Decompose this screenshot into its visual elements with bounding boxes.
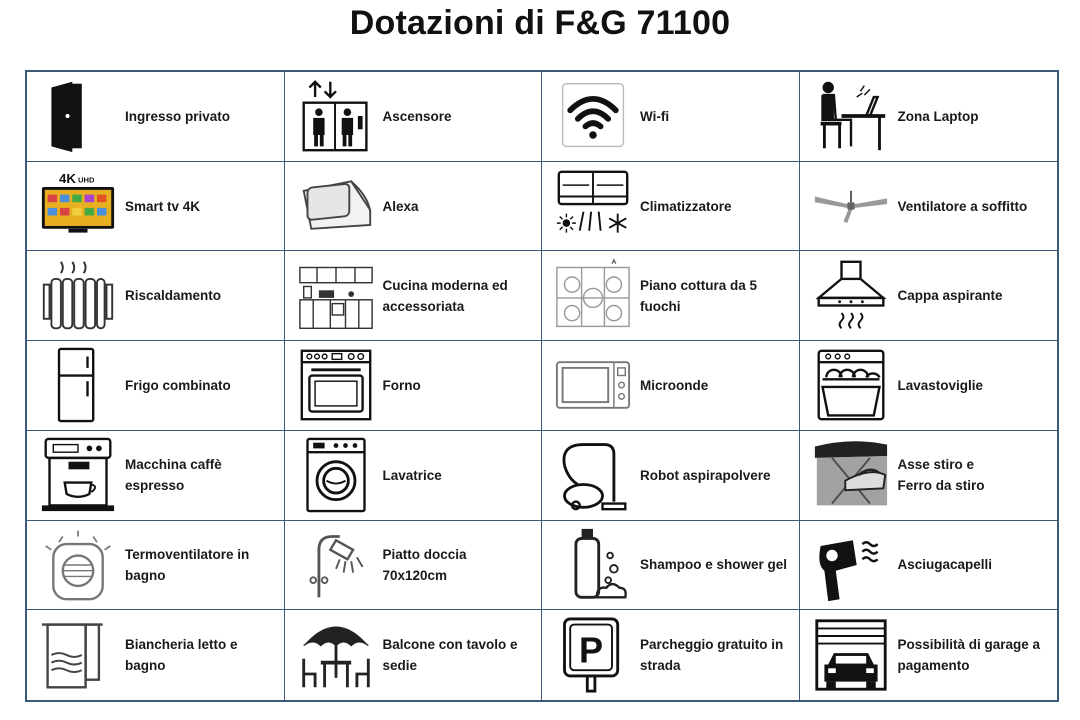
amenity-cell <box>27 610 285 700</box>
amenity-cell <box>542 431 800 521</box>
amenity-label: Smart tv 4K <box>125 198 201 214</box>
svg-text:P: P <box>579 629 604 671</box>
dishwasher-icon <box>810 346 892 424</box>
amenity-label: Lavatrice <box>382 467 442 483</box>
amenity-cell <box>27 341 285 431</box>
laptop-desk-icon <box>810 77 892 155</box>
amenity-label: Alexa <box>382 198 419 214</box>
garage-icon <box>810 616 892 694</box>
amenity-label: Cappa aspirante <box>897 288 1003 304</box>
svg-text:4K: 4K <box>59 171 76 187</box>
amenity-cell <box>800 341 1058 431</box>
elevator-icon <box>295 77 377 155</box>
amenity-label: Wi-fi <box>640 108 670 124</box>
amenity-cell <box>542 251 800 341</box>
amenity-cell <box>542 72 800 162</box>
coffee-machine-icon <box>37 436 119 514</box>
parking-icon <box>552 616 634 694</box>
amenity-label: Shampoo e shower gel <box>640 557 788 573</box>
hair-dryer-icon <box>810 526 892 604</box>
towels-icon <box>37 616 119 694</box>
amenity-cell <box>27 251 285 341</box>
cooktop-icon <box>552 257 634 335</box>
amenity-cell <box>285 162 543 252</box>
amenity-cell <box>27 431 285 521</box>
amenity-label: Robot aspirapolvere <box>640 467 771 483</box>
fan-heater-icon <box>37 526 119 604</box>
air-conditioner-icon <box>552 167 634 245</box>
amenity-cell <box>285 521 543 611</box>
amenity-cell <box>542 521 800 611</box>
smart-speaker-icon <box>295 167 377 245</box>
amenity-cell <box>800 72 1058 162</box>
vacuum-cleaner-icon <box>552 436 634 514</box>
iron-board-icon <box>810 436 892 514</box>
amenity-label: Possibilità di garage a pagamento <box>897 637 1041 674</box>
balcony-table-icon <box>295 616 377 694</box>
kitchen-icon <box>295 257 377 335</box>
wifi-icon <box>552 77 634 155</box>
amenity-label: Biancheria letto e bagno <box>125 637 238 674</box>
amenity-label: Piatto doccia 70x120cm <box>382 546 467 583</box>
amenity-label: Termoventilatore in bagno <box>125 546 250 583</box>
shampoo-icon <box>552 526 634 604</box>
amenity-cell <box>27 162 285 252</box>
amenity-label: Asciugacapelli <box>897 557 993 573</box>
amenity-cell <box>285 251 543 341</box>
amenity-label: Macchina caffè espresso <box>125 457 222 494</box>
amenity-label: Ingresso privato <box>125 108 231 124</box>
oven-icon <box>295 346 377 424</box>
amenity-label: Climatizzatore <box>640 198 732 214</box>
amenity-label: Ascensore <box>382 108 452 124</box>
amenity-label: Microonde <box>640 377 709 393</box>
radiator-icon <box>37 257 119 335</box>
amenity-label: Asse stiro e Ferro da stiro <box>897 457 985 494</box>
amenity-label: Ventilatore a soffitto <box>897 198 1028 214</box>
amenity-cell <box>800 251 1058 341</box>
amenity-cell <box>800 521 1058 611</box>
amenity-label: Cucina moderna ed accessoriata <box>382 277 508 314</box>
amenity-cell <box>542 610 800 700</box>
amenity-label: Balcone con tavolo e sedie <box>382 637 518 674</box>
amenity-cell <box>542 162 800 252</box>
microwave-icon <box>552 346 634 424</box>
amenity-label: Zona Laptop <box>897 108 979 124</box>
amenity-label: Riscaldamento <box>125 288 222 304</box>
amenity-cell <box>285 72 543 162</box>
amenity-cell <box>800 162 1058 252</box>
amenity-cell <box>285 610 543 700</box>
amenity-label: Parcheggio gratuito in strada <box>640 637 784 674</box>
range-hood-icon <box>810 257 892 335</box>
amenity-cell <box>285 341 543 431</box>
amenity-cell <box>27 521 285 611</box>
amenity-cell <box>27 72 285 162</box>
fridge-icon <box>37 346 119 424</box>
amenity-label: Piano cottura da 5 fuochi <box>640 277 758 314</box>
door-icon <box>37 77 119 155</box>
amenity-label: Lavastoviglie <box>897 377 984 393</box>
page-title: Dotazioni di F&G 71100 <box>349 4 731 42</box>
amenity-cell <box>542 341 800 431</box>
shower-icon <box>295 526 377 604</box>
amenity-cell <box>800 431 1058 521</box>
ceiling-fan-icon <box>810 167 892 245</box>
smart-tv-icon <box>37 167 119 245</box>
amenity-label: Frigo combinato <box>125 377 231 393</box>
svg-text:UHD: UHD <box>78 175 95 185</box>
amenity-label: Forno <box>382 377 421 393</box>
amenity-cell <box>800 610 1058 700</box>
amenities-table <box>25 70 1059 702</box>
amenity-cell <box>285 431 543 521</box>
washing-machine-icon <box>295 436 377 514</box>
